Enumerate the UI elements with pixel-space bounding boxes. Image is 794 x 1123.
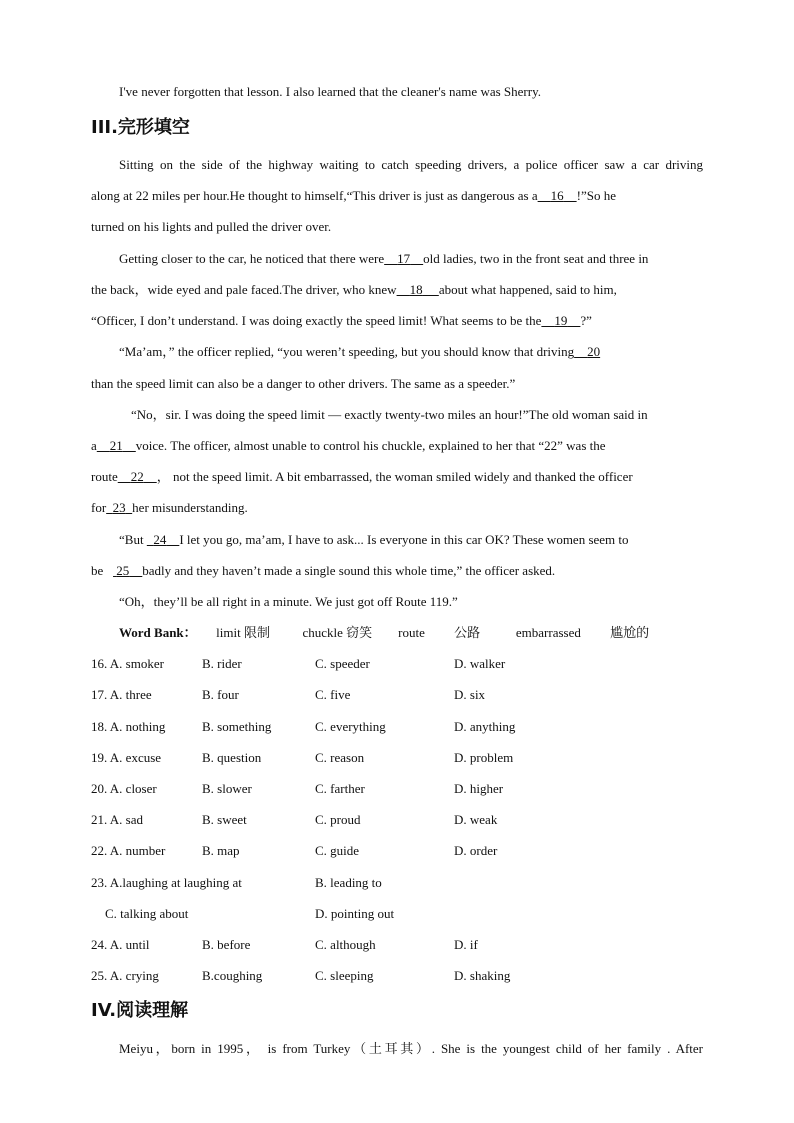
passage-line: Getting closer to the car, he noticed that there were 17 old ladies, two in the front seat and three in	[119, 251, 649, 266]
option-d: D. if	[454, 937, 478, 952]
option-d: D. shaking	[454, 968, 511, 983]
word-bank-item: chuckle 窃笑	[302, 625, 373, 640]
option-b: B. four	[202, 687, 239, 702]
option-d: D. weak	[454, 812, 498, 827]
option-c: C. five	[315, 687, 351, 702]
passage-line: than the speed limit can also be a danger to other drivers. The same as a speeder.”	[91, 376, 516, 391]
option-a: 19. A. excuse	[91, 750, 162, 765]
option-c: C. sleeping	[315, 968, 374, 983]
blank-16: 16	[550, 188, 564, 203]
option-a: 22. A. number	[91, 843, 166, 858]
option-a: 18. A. nothing	[91, 719, 166, 734]
passage-line: Sitting on the side of the highway waiting to catch speeding drivers, a police officer saw a car driving	[119, 157, 703, 172]
option-d: D. problem	[454, 750, 514, 765]
intro-line: I've never forgotten that lesson. I also learned that the cleaner's name was Sherry.	[119, 84, 541, 99]
option-a: 21. A. sad	[91, 812, 143, 827]
blank-25: 25	[116, 563, 130, 578]
option-b: B. something	[202, 719, 272, 734]
reading-first-line: Meiyu，born in 1995， is from Turkey（土耳其）. She is the youngest child of her family . After	[119, 1041, 703, 1056]
option-a: 16. A. smoker	[91, 656, 164, 671]
section-3-title: III.完形填空	[91, 117, 190, 138]
passage-line: “Ma’am，” the officer replied, “you weren’t speeding, but you should know that driving 20	[119, 344, 601, 359]
blank-17: 17	[397, 251, 411, 266]
option-c: C. reason	[315, 750, 365, 765]
blank-21: 21	[109, 438, 123, 453]
option-a: 17. A. three	[91, 687, 152, 702]
option-b: B. sweet	[202, 812, 247, 827]
option-a: 24. A. until	[91, 937, 150, 952]
option-c: C. proud	[315, 812, 361, 827]
option-d: D. order	[454, 843, 498, 858]
passage-line: “Oh，they’ll be all right in a minute. We just got off Route 119.”	[119, 594, 458, 609]
option-d: D. walker	[454, 656, 506, 671]
word-bank-item: limit 限制	[216, 625, 270, 640]
word-bank-item: 尴尬的	[610, 625, 650, 640]
option-c: C. guide	[315, 843, 360, 858]
option-a: 25. A. crying	[91, 968, 159, 983]
option-b: B. map	[202, 843, 240, 858]
passage-line: a 21 voice. The officer, almost unable to control his chuckle, explained to her that “22” was the	[91, 438, 606, 453]
passage-line: “But 24 I let you go, ma’am, I have to ask... Is everyone in this car OK? These women seem to	[119, 532, 629, 547]
passage-line: route 22 ， not the speed limit. A bit embarrassed, the woman smiled widely and thanked the officer	[91, 469, 633, 484]
word-bank	[119, 625, 703, 641]
option-d: D. higher	[454, 781, 504, 796]
passage-line: “Officer, I don’t understand. I was doing exactly the speed limit! What seems to be the 19 ?”	[91, 313, 592, 328]
passage-line: for 23 her misunderstanding.	[91, 500, 248, 515]
blank-19: 19	[554, 313, 568, 328]
option-c: C. talking about	[105, 906, 189, 921]
option-d: D. anything	[454, 719, 516, 734]
word-bank-item: embarrassed	[515, 625, 581, 640]
blank-23: 23	[112, 500, 126, 515]
option-b: B. slower	[202, 781, 252, 796]
option-c: C. everything	[315, 719, 386, 734]
option-b: B. leading to	[315, 875, 382, 890]
option-b: B.coughing	[202, 968, 263, 983]
option-a: 20. A. closer	[91, 781, 157, 796]
option-d: D. six	[454, 687, 486, 702]
blank-18: 18	[409, 282, 423, 297]
option-b: B. before	[202, 937, 251, 952]
passage-line: turned on his lights and pulled the driver over.	[91, 219, 332, 234]
word-bank-item: route	[398, 625, 425, 640]
option-c: C. speeder	[315, 656, 370, 671]
section-4-title: IV.阅读理解	[91, 1000, 189, 1021]
word-bank-item: 公路	[454, 625, 481, 640]
blank-20: 20	[587, 344, 601, 359]
option-a: 23. A.laughing at laughing at	[91, 875, 242, 890]
option-d: D. pointing out	[315, 906, 395, 921]
word-bank-label: Word Bank：	[119, 625, 197, 640]
passage-line: along at 22 miles per hour.He thought to himself,“This driver is just as dangerous as a 16 !”So he	[91, 188, 616, 203]
option-b: B. rider	[202, 656, 242, 671]
option-c: C. farther	[315, 781, 365, 796]
option-b: B. question	[202, 750, 262, 765]
blank-22: 22	[130, 469, 144, 484]
blank-24: 24	[153, 532, 167, 547]
passage-line: be 25 badly and they haven’t made a single sound this whole time,” the officer asked.	[91, 563, 556, 578]
passage-line: the back，wide eyed and pale faced.The driver, who knew 18 about what happened, said to him,	[91, 282, 617, 297]
passage-line: “No，sir. I was doing the speed limit — exactly twenty-two miles an hour!”The old woman said in	[131, 407, 648, 422]
option-c: C. although	[315, 937, 376, 952]
